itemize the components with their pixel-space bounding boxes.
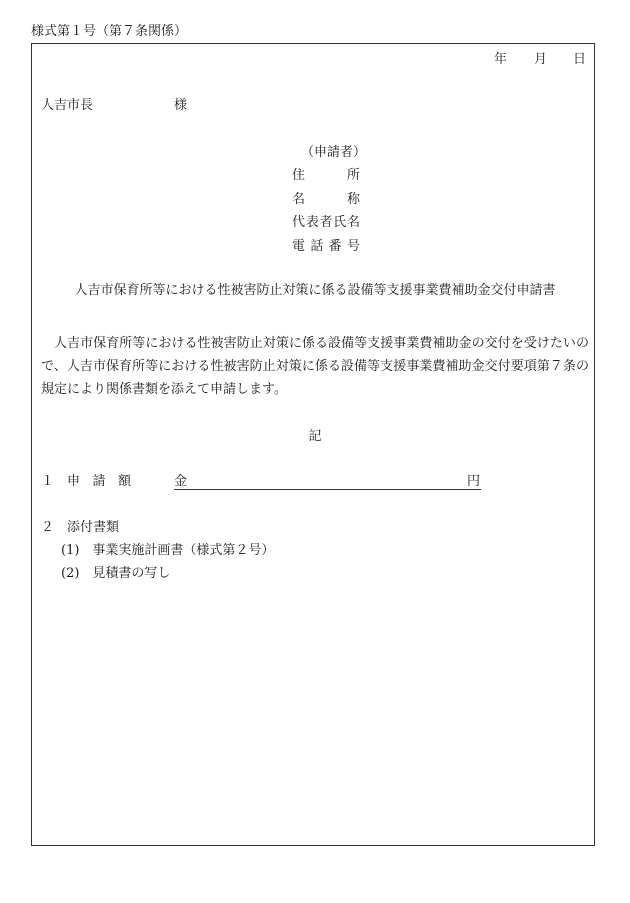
- ki-heading: 記: [308, 429, 322, 444]
- amount-prefix: 金: [174, 474, 188, 489]
- item2-label: 添付書類: [67, 520, 120, 535]
- date-year-label: 年: [494, 52, 508, 67]
- addressee-name: 人吉市長: [41, 98, 94, 113]
- document-title: 人吉市保育所等における性被害防止対策に係る設備等支援事業費補助金交付申請書: [74, 283, 556, 298]
- document-frame: [31, 43, 595, 846]
- applicant-heading: （申請者）: [301, 145, 367, 160]
- form-number-label: 様式第１号（第７条関係）: [31, 24, 188, 39]
- applicant-phone-text: 電話番号: [292, 239, 360, 254]
- amount-underline: [174, 489, 481, 490]
- item1-number: １: [41, 474, 55, 489]
- application-body-text: 人吉市保育所等における性被害防止対策に係る設備等支援事業費補助金の交付を受けたいので、人吉市保育所等における性被害防止対策に係る設備等支援事業費補助金交付要項第７条の規定により関係書類を添えて申請します。: [41, 336, 589, 397]
- applicant-name-label: [292, 193, 360, 206]
- date-month-label: 月: [534, 52, 548, 67]
- item1-label-text: 申請額: [67, 474, 131, 489]
- item1-label: [67, 475, 131, 488]
- applicant-address-label: [292, 169, 360, 182]
- applicant-representative-label: [292, 216, 360, 229]
- applicant-address-text: 住所: [292, 168, 360, 183]
- applicant-representative-text: 代表者氏名: [292, 215, 360, 230]
- attachment-item-2: (2) 見積書の写し: [61, 566, 171, 581]
- amount-suffix: 円: [467, 474, 481, 489]
- item2-number: ２: [41, 520, 55, 535]
- attachment-item-1: (1) 事業実施計画書（様式第２号）: [61, 543, 275, 558]
- addressee-honorific: 様: [174, 98, 188, 113]
- applicant-phone-label: [292, 240, 360, 253]
- date-day-label: 日: [573, 52, 587, 67]
- applicant-name-text: 名称: [292, 192, 360, 207]
